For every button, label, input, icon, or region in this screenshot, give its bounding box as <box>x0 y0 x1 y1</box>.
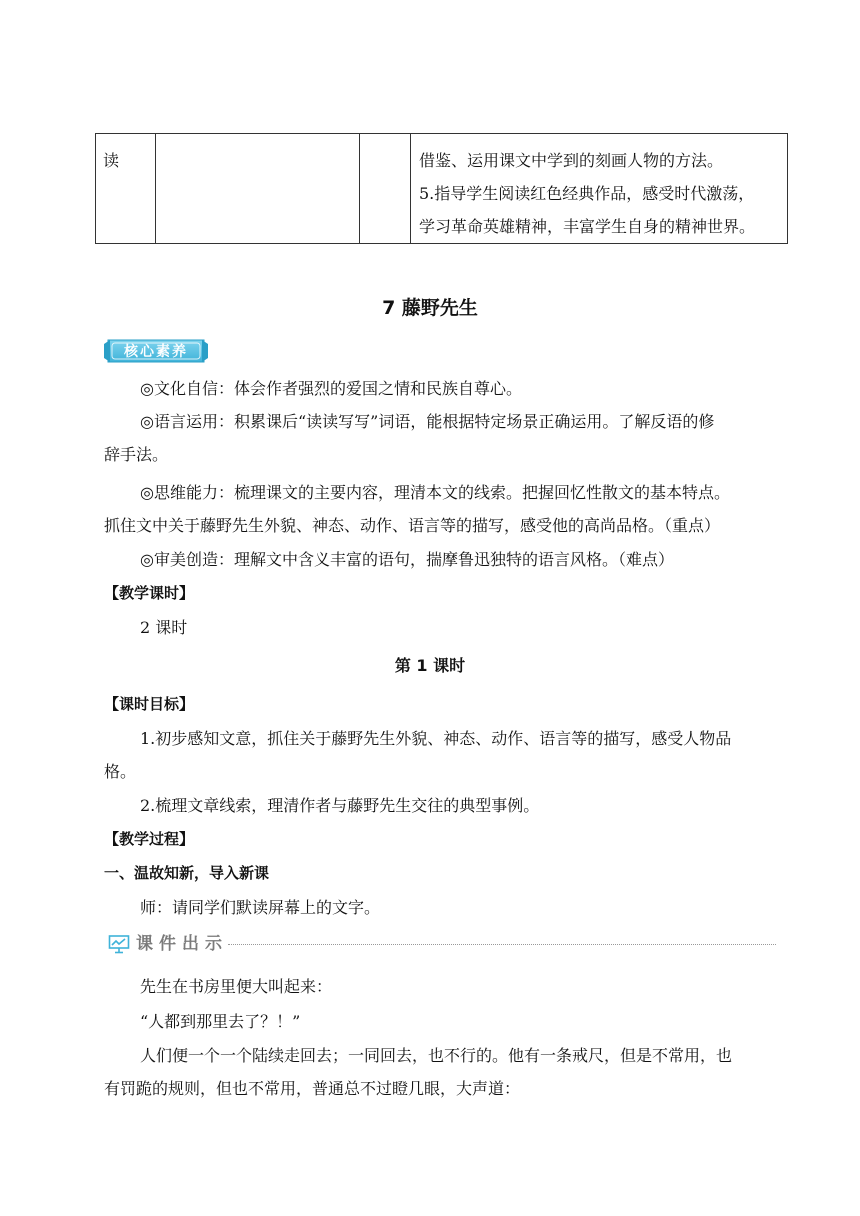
core-item-culture: ◎文化自信：体会作者强烈的爱国之情和民族自尊心。 <box>140 379 522 398</box>
goal-item-2: 2.梳理文章线索，理清作者与藤野先生交往的典型事例。 <box>140 796 540 815</box>
core-item-thinking-b: 抓住文中关于藤野先生外貌、神态、动作、语言等的描写，感受他的高尚品格。（重点） <box>104 516 721 535</box>
teacher-line: 师：请同学们默读屏幕上的文字。 <box>140 898 381 917</box>
courseware-divider <box>106 932 776 956</box>
core-item-aesthetic: ◎审美创造：理解文中含义丰富的语句，揣摩鲁迅独特的语言风格。（难点） <box>140 550 674 569</box>
core-item-thinking-a: ◎思维能力：梳理课文的主要内容，理清本文的线索。把握回忆性散文的基本特点。 <box>140 483 730 502</box>
table-line: 学习革命英雄精神，丰富学生自身的精神世界。 <box>419 217 756 236</box>
process-header: 【教学过程】 <box>104 830 195 848</box>
table-line: 5.指导学生阅读红色经典作品，感受时代激荡， <box>419 184 755 203</box>
presentation-screen-icon <box>108 934 130 954</box>
badge-banner-icon <box>104 336 208 366</box>
table-line: 借鉴、运用课文中学到的刻画人物的方法。 <box>419 151 724 170</box>
quote-line-1: 先生在书房里便大叫起来： <box>140 977 333 996</box>
badge-label: 核心素养 <box>124 344 188 360</box>
table-cell <box>156 134 360 244</box>
hours-value: 2 课时 <box>140 618 188 637</box>
dotted-divider <box>228 944 776 945</box>
goal-item-1a: 1.初步感知文意，抓住关于藤野先生外貌、神态、动作、语言等的描写，感受人物品 <box>140 729 732 748</box>
table-cell-text: 读 <box>103 151 120 170</box>
table-cell-text <box>411 134 787 243</box>
quote-line-3a: 人们便一个一个陆续走回去；一同回去，也不行的。他有一条戒尺，但是不常用，也 <box>140 1046 733 1065</box>
core-literacy-badge <box>104 336 208 366</box>
goals-header: 【课时目标】 <box>104 695 195 713</box>
hours-header: 【教学课时】 <box>104 584 195 602</box>
core-item-language-a: ◎语言运用：积累课后“读读写写”词语，能根据特定场景正确运用。了解反语的修 <box>140 412 715 431</box>
lesson1-heading: 第 1 课时 <box>394 656 466 675</box>
quote-line-3b: 有罚跪的规则，但也不常用，普通总不过瞪几眼，大声道： <box>104 1079 521 1098</box>
core-item-language-b: 辞手法。 <box>104 445 169 464</box>
quote-line-2: “人都到那里去了？！” <box>140 1012 301 1031</box>
courseware-label: 课件出示 <box>136 934 228 954</box>
lesson-title: 7 藤野先生 <box>382 297 478 319</box>
section-heading-1: 一、温故知新，导入新课 <box>104 864 270 882</box>
table-cell <box>411 134 788 244</box>
table-cell <box>360 134 411 244</box>
curriculum-table <box>95 133 788 244</box>
goal-item-1b: 格。 <box>104 762 137 781</box>
table-cell <box>96 134 156 244</box>
